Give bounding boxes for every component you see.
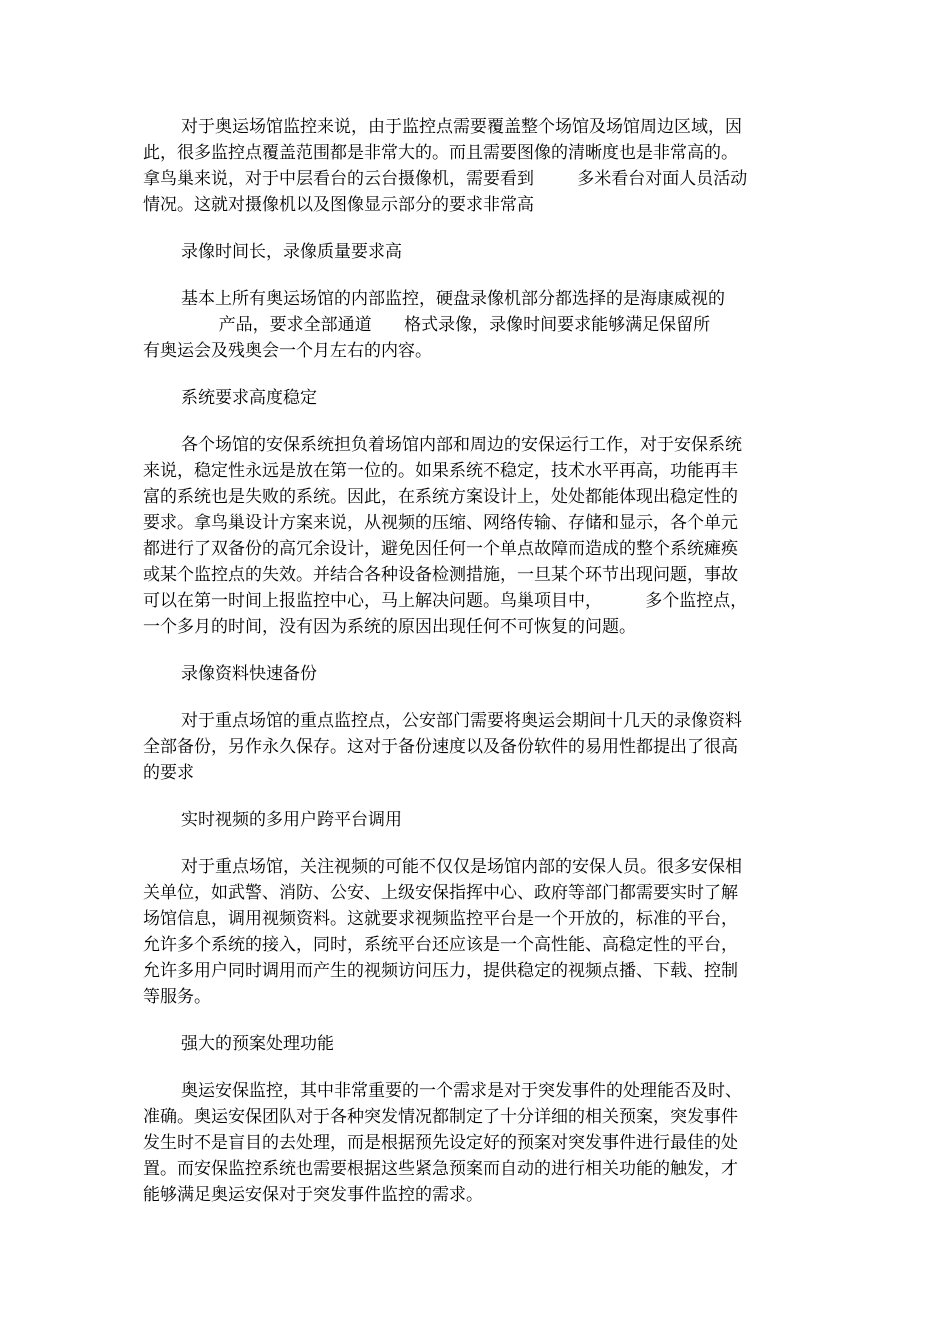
text-line: 等服务。 bbox=[143, 987, 211, 1007]
text-line: 允许多用户同时调用而产生的视频访问压力，提供稳定的视频点播、下载、控制 bbox=[143, 961, 738, 981]
text-line: 录像时间长，录像质量要求高 bbox=[181, 242, 402, 262]
text-line: 一个多月的时间，没有因为系统的原因出现任何不可恢复的问题。 bbox=[143, 617, 636, 637]
text-line: 可以在第一时间上报监控中心，马上解决问题。鸟巢项目中， 多个监控点， bbox=[143, 591, 748, 611]
text-line: 产品，要求全部通道 格式录像，录像时间要求能够满足保留所 bbox=[143, 315, 711, 335]
text-line: 对于重点场馆的重点监控点，公安部门需要将奥运会期间十几天的录像资料 bbox=[181, 711, 742, 731]
text-line: 实时视频的多用户跨平台调用 bbox=[181, 810, 402, 830]
text-line: 关单位，如武警、消防、公安、上级安保指挥中心、政府等部门都需要实时了解 bbox=[143, 883, 738, 903]
text-line: 强大的预案处理功能 bbox=[181, 1034, 334, 1054]
text-line: 有奥运会及残奥会一个月左右的内容。 bbox=[143, 341, 432, 361]
text-line: 对于重点场馆，关注视频的可能不仅仅是场馆内部的安保人员。很多安保相 bbox=[181, 857, 742, 877]
text-line: 各个场馆的安保系统担负着场馆内部和周边的安保运行工作，对于安保系统 bbox=[181, 435, 742, 455]
text-line: 基本上所有奥运场馆的内部监控，硬盘录像机部分都选择的是海康威视的 bbox=[181, 289, 725, 309]
text-line: 要求。拿鸟巢设计方案来说，从视频的压缩、网络传输、存储和显示，各个单元 bbox=[143, 513, 738, 533]
text-line: 都进行了双备份的高冗余设计，避免因任何一个单点故障而造成的整个系统瘫痪 bbox=[143, 539, 738, 559]
text-line: 置。而安保监控系统也需要根据这些紧急预案而自动的进行相关功能的触发，才 bbox=[143, 1159, 738, 1179]
text-line: 录像资料快速备份 bbox=[181, 664, 317, 684]
text-line: 来说，稳定性永远是放在第一位的。如果系统不稳定，技术水平再高，功能再丰 bbox=[143, 461, 738, 481]
text-line: 或某个监控点的失效。并结合各种设备检测措施，一旦某个环节出现问题，事故 bbox=[143, 565, 738, 585]
text-line: 此，很多监控点覆盖范围都是非常大的。而且需要图像的清晰度也是非常高的。 bbox=[143, 143, 738, 163]
text-line: 全部备份，另作永久保存。这对于备份速度以及备份软件的易用性都提出了很高 bbox=[143, 737, 738, 757]
text-line: 能够满足奥运安保对于突发事件监控的需求。 bbox=[143, 1185, 483, 1205]
text-line: 的要求 bbox=[143, 763, 194, 783]
text-line: 准确。奥运安保团队对于各种突发情况都制定了十分详细的相关预案，突发事件 bbox=[143, 1107, 738, 1127]
text-line: 富的系统也是失败的系统。因此，在系统方案设计上，处处都能体现出稳定性的 bbox=[143, 487, 738, 507]
text-line: 场馆信息，调用视频资料。这就要求视频监控平台是一个开放的，标准的平台， bbox=[143, 909, 738, 929]
text-line: 拿鸟巢来说，对于中层看台的云台摄像机，需要看到 多米看台对面人员活动 bbox=[143, 169, 748, 189]
text-line: 情况。这就对摄像机以及图像显示部分的要求非常高 bbox=[143, 195, 534, 215]
text-line: 发生时不是盲目的去处理，而是根据预先设定好的预案对突发事件进行最佳的处 bbox=[143, 1133, 738, 1153]
text-line: 对于奥运场馆监控来说，由于监控点需要覆盖整个场馆及场馆周边区域，因 bbox=[181, 117, 742, 137]
text-line: 系统要求高度稳定 bbox=[181, 388, 317, 408]
text-line: 奥运安保监控，其中非常重要的一个需求是对于突发事件的处理能否及时、 bbox=[181, 1081, 742, 1101]
text-line: 允许多个系统的接入，同时，系统平台还应该是一个高性能、高稳定性的平台， bbox=[143, 935, 738, 955]
